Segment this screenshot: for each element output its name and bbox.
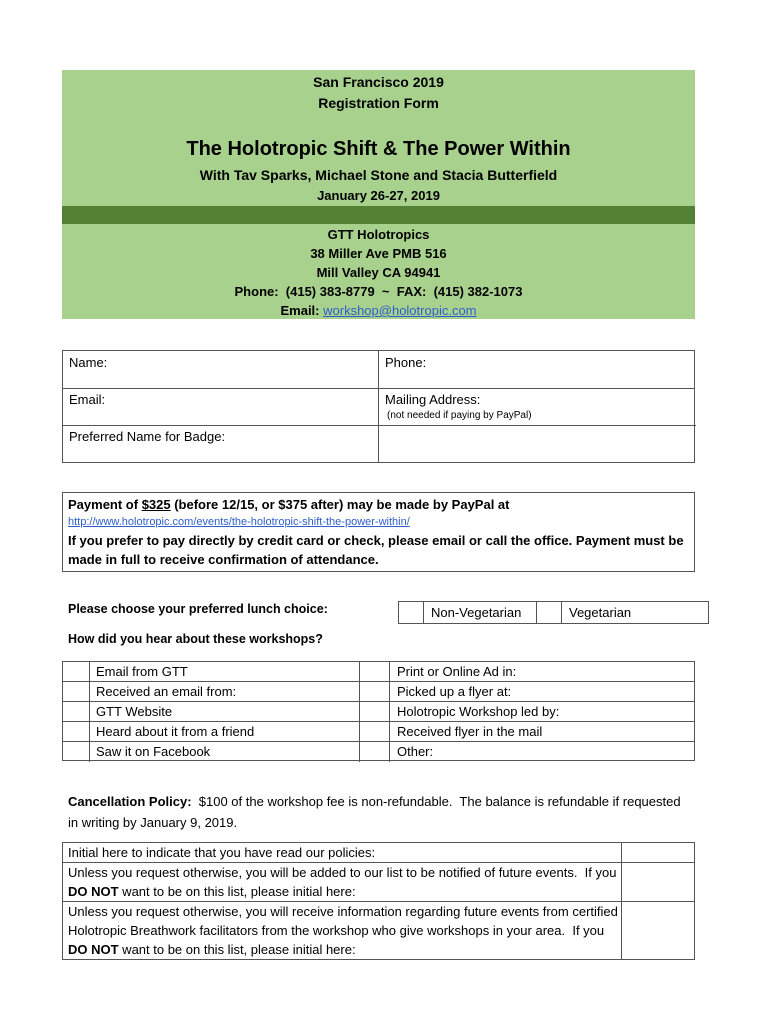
banner-divider	[62, 206, 695, 224]
lunch-option-non-vegetarian[interactable]: Non-Vegetarian	[431, 605, 522, 620]
policies-table	[62, 842, 695, 960]
email-field[interactable]: Email:	[69, 392, 106, 407]
table-row	[63, 702, 694, 722]
badge-name-field[interactable]: Preferred Name for Badge:	[69, 429, 226, 444]
lunch-option-vegetarian[interactable]: Vegetarian	[569, 605, 632, 620]
phone-field[interactable]: Phone:	[385, 355, 427, 370]
mailing-address-field[interactable]: Mailing Address:	[385, 392, 481, 407]
table-row	[63, 682, 694, 702]
payment-line: Payment of $325 (before 12/15, or $375 after) may be made by PayPal at	[68, 497, 510, 512]
payment-box	[62, 492, 695, 572]
email-label: Email:	[280, 303, 320, 318]
lunch-options	[398, 601, 709, 624]
email-link[interactable]: workshop@holotropic.com	[323, 303, 477, 318]
policy-initial-row: Initial here to indicate that you have read our policies:	[68, 845, 376, 860]
lunch-question: Please choose your preferred lunch choice:	[68, 602, 328, 616]
org-name: GTT Holotropics	[327, 227, 430, 242]
initial-policies-box[interactable]	[622, 843, 696, 862]
table-row	[63, 742, 694, 762]
table-row	[63, 722, 694, 742]
event-dates: January 26-27, 2019	[317, 188, 440, 203]
mailing-address-note: (not needed if paying by PayPal)	[387, 410, 532, 421]
hear-option[interactable]: Heard about it from a friend	[96, 724, 255, 739]
hear-option[interactable]: Received an email from:	[96, 684, 237, 699]
initial-mailing-list-box[interactable]	[622, 863, 696, 901]
hear-option[interactable]: Email from GTT	[96, 664, 188, 679]
hear-option[interactable]: GTT Website	[96, 704, 173, 719]
header-banner	[62, 70, 695, 319]
event-city: San Francisco 2019	[313, 74, 444, 90]
address-line-1: 38 Miller Ave PMB 516	[310, 246, 447, 261]
workshop-title: The Holotropic Shift & The Power Within	[186, 138, 571, 160]
cancellation-label: Cancellation Policy:	[68, 794, 192, 809]
email-line	[62, 303, 695, 318]
hear-option[interactable]: Received flyer in the mail	[397, 724, 543, 739]
facilitators: With Tav Sparks, Michael Stone and Stacia Butterfield	[199, 167, 558, 183]
hear-table	[62, 661, 695, 761]
hear-option[interactable]: Print or Online Ad in:	[397, 664, 517, 679]
cancellation-policy	[68, 791, 688, 833]
address-line-2: Mill Valley CA 94941	[316, 265, 441, 280]
table-row	[63, 662, 694, 682]
hear-option[interactable]: Picked up a flyer at:	[397, 684, 512, 699]
hear-option[interactable]: Holotropic Workshop led by:	[397, 704, 560, 719]
cancellation-text: $100 of the workshop fee is non-refundable. The balance is refundable if requested in writing by January 9, 2019.	[68, 794, 685, 830]
hear-option[interactable]: Saw it on Facebook	[96, 744, 211, 759]
paypal-link[interactable]: http://www.holotropic.com/events/the-holotropic-shift-the-power-within/	[68, 516, 410, 528]
policy-mailing-list-row: Unless you request otherwise, you will be added to our list to be notified of future events. If you DO NOT want to be on this list, please initial here:	[68, 865, 621, 899]
initial-info-box[interactable]	[622, 902, 696, 960]
policy-info-row: Unless you request otherwise, you will receive information regarding future events from certified Holotropic Breathwork facilitators from the workshop who give workshops in your area. If you DO NOT want to be on this list, please initial here:	[68, 904, 622, 957]
payment-note: If you prefer to pay directly by credit card or check, please email or call the office. Payment must be made in full to receive confirmation of attendance.	[68, 533, 684, 567]
contact-table	[62, 350, 695, 463]
form-name: Registration Form	[318, 95, 439, 111]
phone-fax-line: Phone: (415) 383-8779 ~ FAX: (415) 382-1073	[234, 284, 523, 299]
payment-amount: $325	[141, 497, 171, 512]
name-field[interactable]: Name:	[69, 355, 108, 370]
hear-option[interactable]: Other:	[397, 744, 434, 759]
hear-question: How did you hear about these workshops?	[68, 632, 323, 646]
